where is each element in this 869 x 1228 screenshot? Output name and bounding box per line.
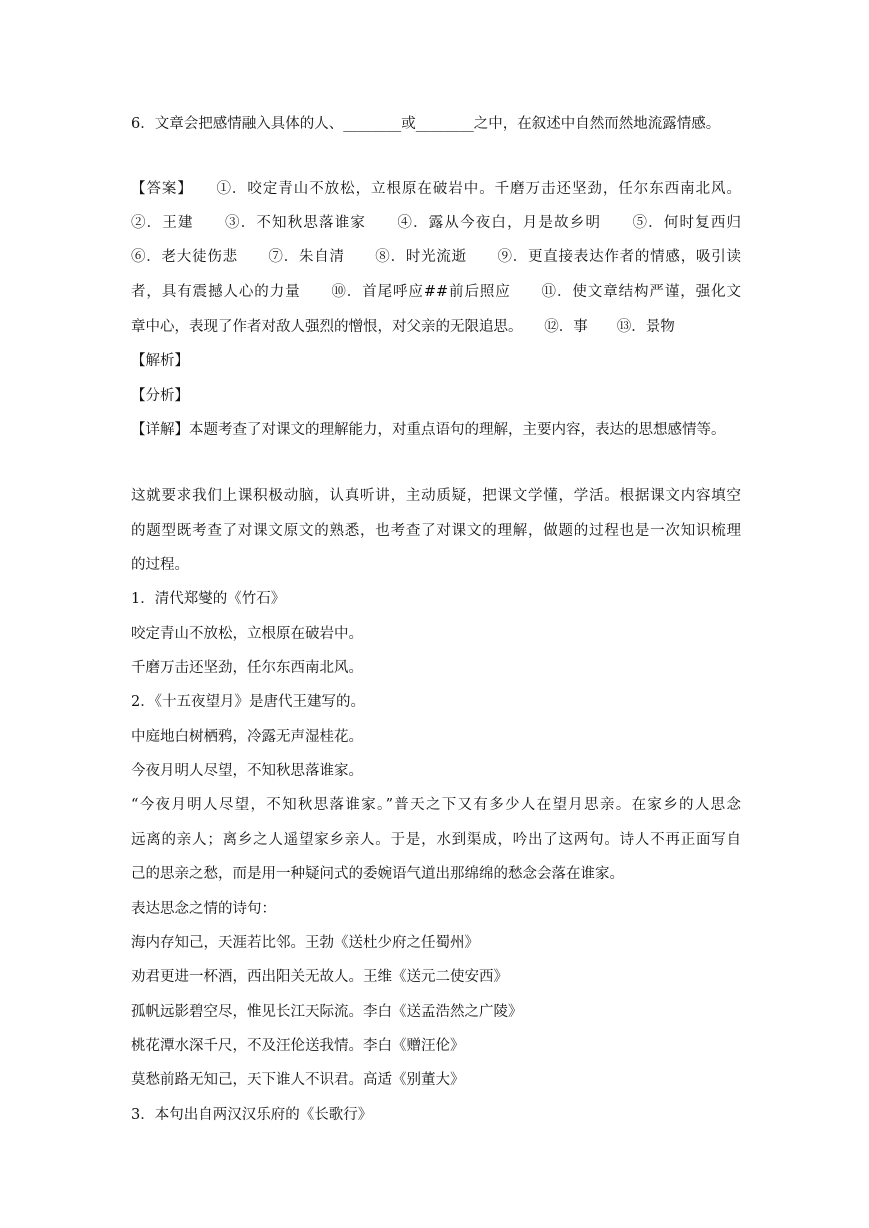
body-line-5: 咬定青山不放松，立根原在破岩中。	[131, 626, 363, 642]
body-line-14: 海内存知己，天涯若比邻。王勃《送杜少府之任蜀州》	[131, 935, 479, 951]
answer-line-3: ⑥．老大徒伤悲 ⑦．朱自清 ⑧．时光流逝 ⑨．更直接表达作者的情感，吸引读	[131, 249, 741, 265]
body-line-6: 千磨万击还坚劲，任尔东西南北风。	[131, 660, 363, 676]
jiexi-heading: 【解析】	[131, 353, 189, 369]
body-line-3: 的过程。	[131, 557, 189, 573]
body-line-13: 表达思念之情的诗句：	[131, 901, 276, 917]
body-line-19: 3．本句出自两汉汉乐府的《长歌行》	[131, 1107, 373, 1123]
body-line-1: 这就要求我们上课积极动脑，认真听讲，主动质疑，把课文学懂，学活。根据课文内容填空	[131, 488, 741, 504]
body-line-18: 莫愁前路无知己，天下谁人不识君。高适《别董大》	[131, 1072, 465, 1088]
answer-line-1: 【答案】 ①．咬定青山不放松，立根原在破岩中。千磨万击还坚劲，任尔东西南北风。	[131, 181, 741, 197]
body-line-12: 己的思亲之愁，而是用一种疑问式的委婉语气道出那绵绵的愁念会落在谁家。	[131, 866, 624, 882]
body-line-16: 孤帆远影碧空尽，惟见长江天际流。李白《送孟浩然之广陵》	[131, 1004, 523, 1020]
body-line-8: 中庭地白树栖鸦，冷露无声湿桂花。	[131, 729, 363, 745]
question-6: 6．文章会把感情融入具体的人、________或________之中，在叙述中自然而然地流露情感。	[131, 116, 721, 132]
answer-line-2: ②．王建 ③．不知秋思落谁家 ④．露从今夜白，月是故乡明 ⑤．何时复西归	[131, 215, 741, 231]
body-line-4: 1．清代郑燮的《竹石》	[131, 591, 286, 607]
body-line-9: 今夜月明人尽望，不知秋思落谁家。	[131, 763, 363, 779]
body-line-15: 劝君更进一杯酒，西出阳关无故人。王维《送元二使安西》	[131, 969, 508, 985]
body-line-7: 2．《十五夜望月》是唐代王建写的。	[131, 694, 365, 710]
body-line-17: 桃花潭水深千尺，不及汪伦送我情。李白《赠汪伦》	[131, 1038, 465, 1054]
body-line-2: 的题型既考查了对课文原文的熟悉，也考查了对课文的理解，做题的过程也是一次知识梳理	[131, 523, 741, 539]
fenxi-heading: 【分析】	[131, 388, 189, 404]
body-line-11: 远离的亲人；离乡之人遥望家乡亲人。于是，水到渠成，吟出了这两句。诗人不再正面写自	[131, 832, 741, 848]
body-line-10: “今夜月明人尽望，不知秋思落谁家。”普天之下又有多少人在望月思亲。在家乡的人思念	[131, 797, 741, 813]
answer-line-4: 者，具有震撼人心的力量 ⑩．首尾呼应##前后照应 ⑪．使文章结构严谨，强化文	[131, 284, 741, 300]
answer-line-5: 章中心，表现了作者对敌人强烈的憎恨，对父亲的无限追思。 ⑫．事 ⑬．景物	[131, 319, 675, 335]
xiangjie-line: 【详解】本题考查了对课文的理解能力，对重点语句的理解，主要内容，表达的思想感情等。	[131, 422, 726, 438]
